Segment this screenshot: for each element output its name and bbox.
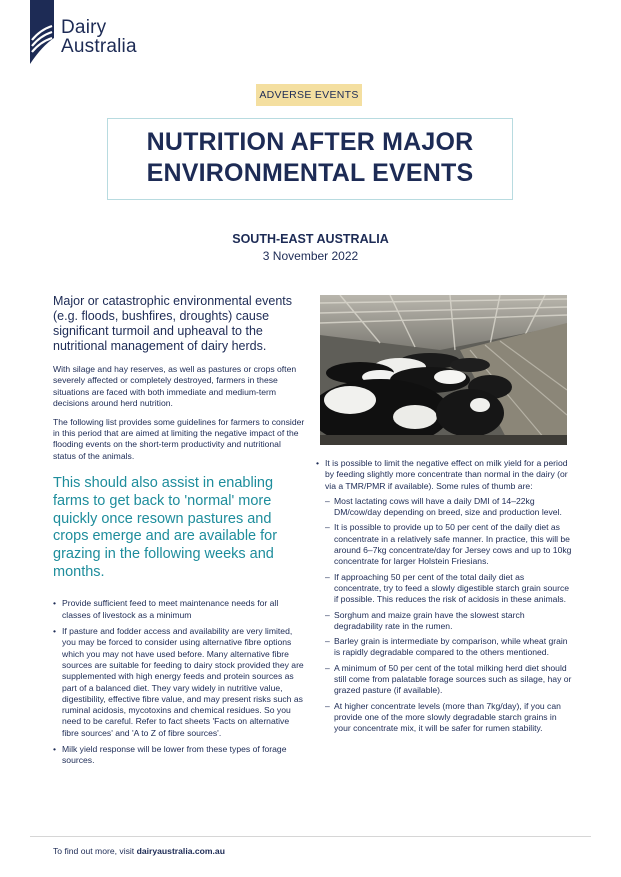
list-item: • If pasture and fodder access and availability are very limited, you may be forced to consider using alternative fibre options which you may not have used before. Many alternative fibre sources are suitable for feeding to dairy stock provided they are supplemented with high energy feeds and protein sources as part of a balanced diet. They vary widely in nutritive value, digestibility, effective fibre value, and may present risks such as ruminal acidosis, mycotoxins and chemical residues. So you need to be careful. Refer to fact sheets 'Facts on alternative fibre sources' and 'A to Z of fibre sources'.: [53, 626, 306, 739]
footer-divider: [30, 836, 591, 837]
list-item: • Milk yield response will be lower from these types of forage sources.: [53, 744, 306, 767]
dairy-cows-photo: [320, 295, 567, 445]
sub-list-item: – It is possible to provide up to 50 per cent of the daily diet as concentrate in a relatively safe manner. In practice, this will be around 6–7kg concentrate/day for Jersey cows and up to 10kg concentrate for larger Holstein Friesians.: [325, 522, 572, 567]
list-item: • Provide sufficient feed to meet maintenance needs for all classes of livestock as a minimum: [53, 598, 306, 621]
callout-text: This should also assist in enabling farms to get back to 'normal' more quickly once resown pastures and crops emerge and are available for grazing in the following weeks and months.: [53, 475, 278, 580]
category-tag: ADVERSE EVENTS: [256, 84, 362, 106]
sub-list-item: – Barley grain is intermediate by comparison, while wheat grain is rapidly degradable compared to the others mentioned.: [325, 636, 572, 659]
title-box: [107, 118, 513, 200]
concentrate-list: [316, 458, 572, 735]
footer: To find out more, visit dairyaustralia.com.au: [53, 846, 225, 856]
body-paragraph: The following list provides some guidelines for farmers to consider in this period that are aimed at limiting the negative impact of the flooding events on the short-term productivity and nutritional status of the animals.: [53, 416, 305, 461]
logo-mark-icon: [30, 0, 54, 64]
left-column: [53, 294, 306, 772]
rules-of-thumb-list: [325, 496, 572, 735]
list-item: • It is possible to limit the negative effect on milk yield for a period by feeding slightly more concentrate than normal in the dairy (or via a TMR/PMR if available). Some rules of thumb are: – Most lactating cows will have a daily DMI of 14–22kg DM/cow/day depending on breed, size and production level. – It is possible to provide up to 50 per cent of the daily diet as concentrate in a relatively safe manner. In practice, this will be around 6–7kg concentrate/day for Jersey cows and up to 10kg concentrate for larger Holstein Friesians. – If approaching 50 per cent of the total daily diet as concentrate, try to feed a slowly digestible starch grain source if possible. This reduces the risk of acidosis in these animals. – Sorghum and maize grain have the slowest starch degradability rate in the rumen. – Barley grain is intermediate by comparison, while wheat grain is rapidly degradable compared to the others mentioned. – A minimum of 50 per cent of the total milking herd diet should still come from palatable forage sources such as silage, hay or grazed pasture (if available). – At higher concentrate levels (more than 7kg/day), if you can provide one of the more slowly degradable starch grains in your concentrate mix, it will be safer for rumen stability.: [316, 458, 572, 735]
sub-list-item: – A minimum of 50 per cent of the total milking herd diet should still come from palatable forage sources such as silage, hay or grazed pasture (if available).: [325, 663, 572, 697]
intro-paragraph: Major or catastrophic environmental events (e.g. floods, bushfires, droughts) cause significant turmoil and upheaval to the nutritional management of dairy herds.: [53, 294, 293, 353]
region-label: SOUTH-EAST AUSTRALIA: [232, 232, 389, 246]
logo-wordmark: Dairy Australia: [61, 17, 137, 57]
body-paragraph: With silage and hay reserves, as well as pastures or crops often severely affected or completely destroyed, farmers in these situations are faced with both immediate and medium-term decisions around herd nutrition.: [53, 364, 297, 409]
dairy-australia-logo[interactable]: [30, 0, 180, 66]
footer-link[interactable]: dairyaustralia.com.au: [136, 846, 225, 856]
right-column: [316, 458, 572, 740]
sub-list-item: – If approaching 50 per cent of the total daily diet as concentrate, try to feed a slowly digestible starch grain source if possible. This reduces the risk of acidosis in these animals.: [325, 572, 572, 606]
sub-list-item: – At higher concentrate levels (more than 7kg/day), if you can provide one of the more slowly degradable starch grains in your concentrate mix, it will be safer for rumen stability.: [325, 701, 572, 735]
publish-date: 3 November 2022: [262, 249, 359, 263]
page-title: NUTRITION AFTER MAJOR ENVIRONMENTAL EVENTS: [146, 128, 474, 187]
guideline-list: [53, 598, 306, 766]
sub-list-item: – Sorghum and maize grain have the slowest starch degradability rate in the rumen.: [325, 610, 572, 633]
sub-list-item: – Most lactating cows will have a daily DMI of 14–22kg DM/cow/day depending on breed, size and production level.: [325, 496, 572, 519]
